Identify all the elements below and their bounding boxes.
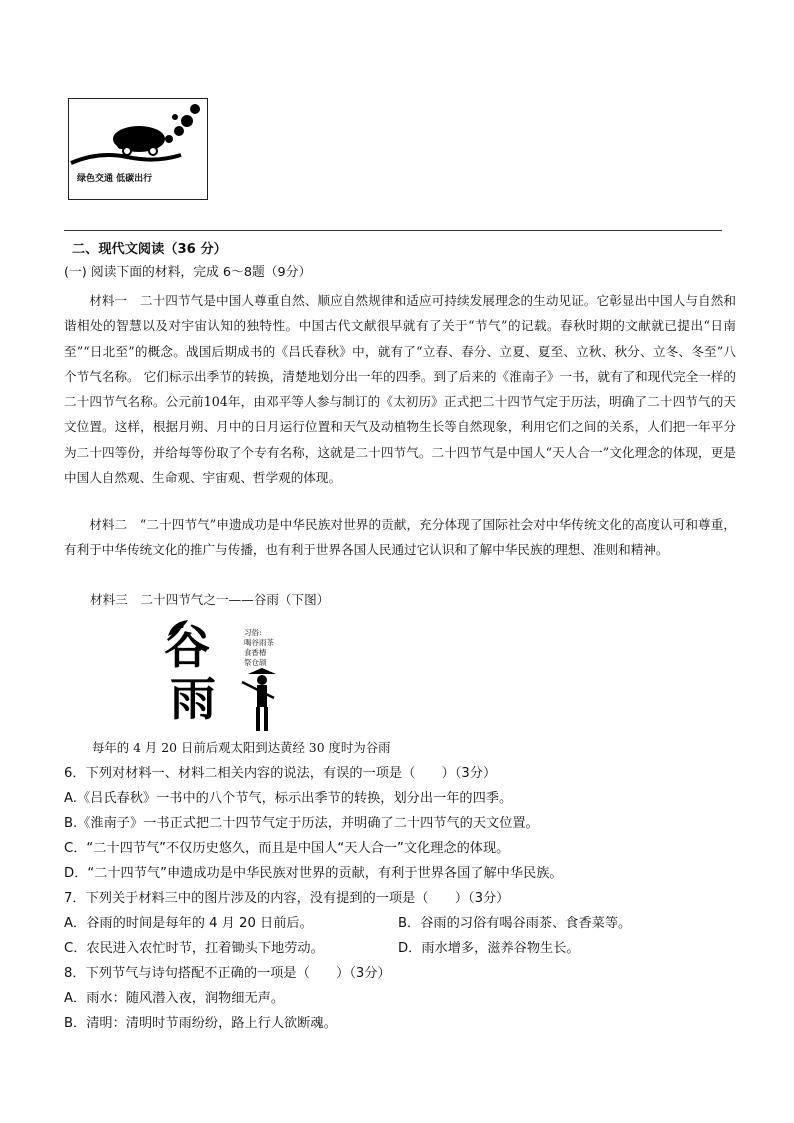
- poster-customs: [244, 628, 274, 668]
- material-2: 材料二 “二十四节气”申遗成功是中华民族对世界的贡献，充分体现了国际社会对中华传统文化的高度认可和尊重，有利于中华传统文化的推广与传播，也有利于世界各国人民通过它认识和了解中华民族的理想、准则和精神。: [64, 517, 736, 558]
- q8-option-b: B．清明：清明时节雨纷纷，路上行人欲断魂。: [64, 1016, 337, 1031]
- material-1: 材料一 二十四节气是中国人尊重自然、顺应自然规律和适应可持续发展理念的生动见证。它彰显出中国人与自然和谐相处的智慧以及对宇宙认知的独特性。中国古代文献很早就有了关于“节气”的记载。春秋时期的文献就已提出“日南至”“日北至”的概念。战国后期成书的《吕氏春秋》中，就有了“立春、春分、立夏、夏至、立秋、秋分、立冬、冬至”八个节气名称。 它们标示出季节的转换，清楚地划分出一年的四季。到了后来的《淮南子》一书，就有了和现代完全一样的二十四节气名称。公元前104年，由邓平等人参与制订的《太初历》正式把二十四节气定于历法，明确了二十四节气的天文位置。这样，根据月朔、月中的日月运行位置和天气及动植物生长等自然现象，利用它们之间的关系，人们把一年平分为二十四等份，并给每等份取了个专有名称，这就是二十四节气。二十四节气是中国人“天人合一”文化理念的体现，更是中国人自然观、生命观、宇宙观、哲学观的体现。: [64, 293, 736, 486]
- material-3-label: 材料三 二十四节气之一——谷雨（下图）: [90, 592, 330, 607]
- section-subtitle: (一) 阅读下面的材料，完成 6～8题（9分）: [64, 265, 312, 280]
- q6-option-b: B.《淮南子》一书正式把二十四节气定于历法，并明确了二十四节气的天文位置。: [64, 816, 539, 831]
- customs-line: 喝谷雨茶: [244, 638, 274, 647]
- q6-stem: 6．下列对材料一、材料二相关内容的说法，有误的一项是（ ）（3分）: [64, 766, 497, 781]
- q8-option-a: A．雨水：随风潜入夜，润物细无声。: [64, 991, 285, 1006]
- green-travel-logo: [68, 98, 208, 200]
- q6-option-c: C．“二十四节气”不仅历史悠久，而且是中国人“天人合一”文化理念的体现。: [64, 841, 510, 856]
- q7-option-d: D．雨水增多，滋养谷物生长。: [398, 941, 580, 956]
- car-with-bubbles-icon: [69, 99, 207, 199]
- q7-option-c: C．农民进入农忙时节，扛着锄头下地劳动。: [64, 941, 324, 956]
- poster-char-gu: 谷: [164, 620, 210, 674]
- poster-char-yu: 雨: [170, 672, 216, 726]
- divider: [64, 230, 722, 231]
- customs-line: 祭仓颉: [244, 658, 267, 667]
- section-title: 二、现代文阅读（36 分）: [72, 242, 227, 257]
- customs-line: 食香椿: [244, 648, 267, 657]
- q8-stem: 8．下列节气与诗句搭配不正确的一项是（ ）（3分）: [64, 966, 391, 981]
- q7-option-b: B．谷雨的习俗有喝谷雨茶、食香菜等。: [398, 916, 632, 931]
- guyu-caption: 每年的 4 月 20 日前后观太阳到达黄经 30 度时为谷雨: [92, 740, 391, 755]
- customs-line: 习俗:: [244, 628, 262, 637]
- q6-option-a: A.《吕氏春秋》一书中的八个节气，标示出季节的转换，划分出一年的四季。: [64, 791, 513, 806]
- q6-option-d: D．“二十四节气”申遗成功是中华民族对世界的贡献，有利于世界各国了解中华民族。: [64, 866, 563, 881]
- q7-stem: 7．下列关于材料三中的图片涉及的内容，没有提到的一项是（ ）（3分）: [64, 891, 510, 906]
- q7-option-a: A．谷雨的时间是每年的 4 月 20 日前后。: [64, 916, 313, 931]
- logo-caption: 绿色交通 低碳出行: [77, 174, 153, 184]
- guyu-poster: [162, 618, 288, 736]
